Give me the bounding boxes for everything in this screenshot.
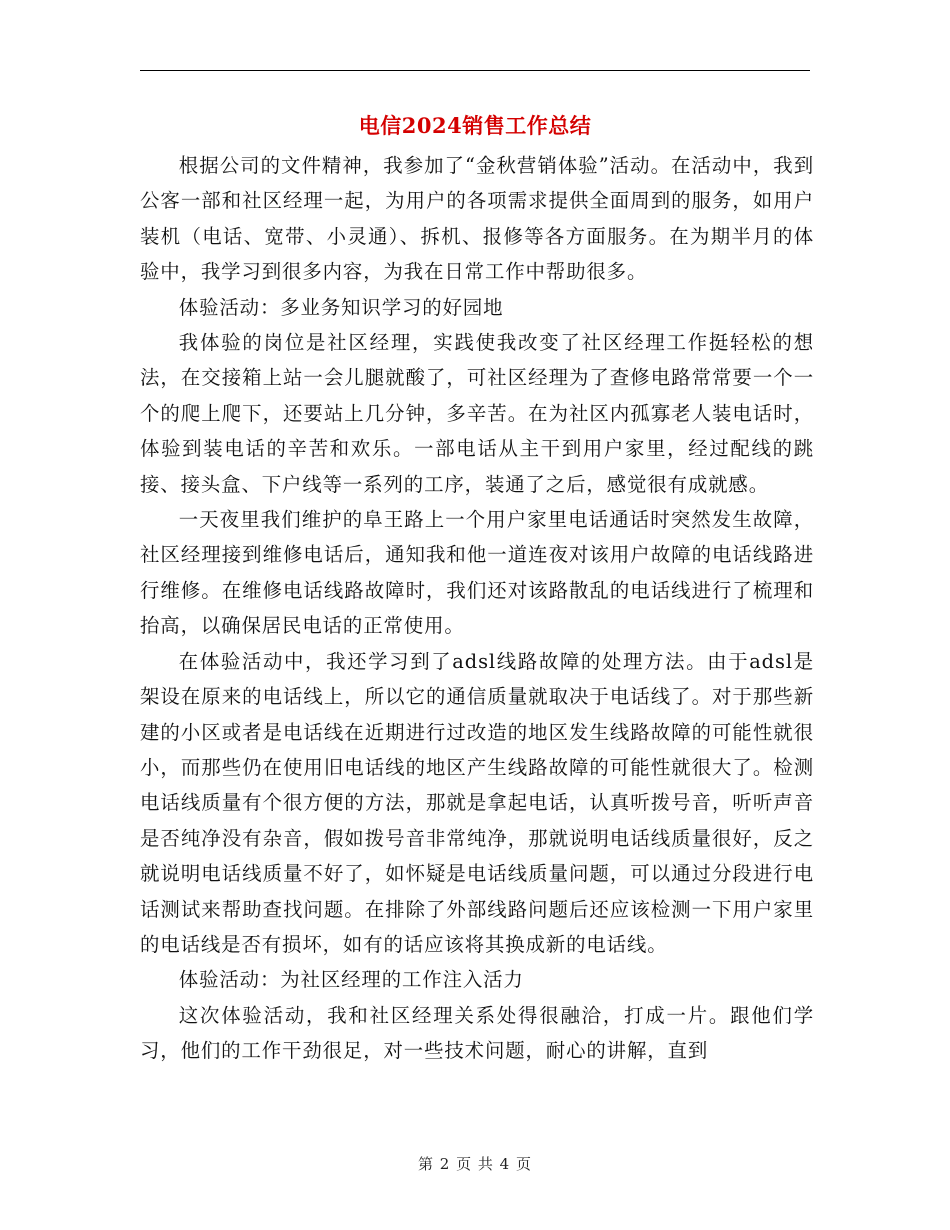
paragraph-night-repair: 一天夜里我们维护的阜王路上一个用户家里电话通话时突然发生故障，社区经理接到维修电话后，通知我和他一道连夜对该用户故障的电话线路进行维修。在维修电话线路故障时，我们还对该路散乱的电话线进行了梳理和抬高，以确保居民电话的正常使用。 [140, 508, 814, 638]
header-rule [140, 70, 810, 71]
paragraph-adsl: 在体验活动中，我还学习到了adsl线路故障的处理方法。由于adsl是架设在原来的电话线上，所以它的通信质量就取决于电话线了。对于那些新建的小区或者是电话线在近期进行过改造的地区发生线路故障的可能性就很小，而那些仍在使用旧电话线的地区产生线路故障的可能性就很大了。检测电话线质量有个很方便的方法，那就是拿起电话，认真听拨号音，听听声音是否纯净没有杂音，假如拨号音非常纯净，那就说明电话线质量很好，反之就说明电话线质量不好了，如怀疑是电话线质量问题，可以通过分段进行电话测试来帮助查找问题。在排除了外部线路问题后还应该检测一下用户家里的电话线是否有损坏，如有的话应该将其换成新的电话线。 [140, 649, 814, 956]
footer-middle: 页 共 [456, 1155, 494, 1173]
paragraph-intro: 根据公司的文件精神，我参加了“金秋营销体验”活动。在活动中，我到公客一部和社区经理一起，为用户的各项需求提供全面周到的服务，如用户装机（电话、宽带、小灵通）、拆机、报修等各方面服务。在为期半月的体验中，我学习到很多内容，为我在日常工作中帮助很多。 [140, 154, 814, 284]
footer-current-page: 2 [439, 1155, 451, 1173]
page-footer [0, 1152, 950, 1176]
paragraph-relationship: 这次体验活动，我和社区经理关系处得很融洽，打成一片。跟他们学习，他们的工作干劲很足，对一些技术问题，耐心的讲解，直到 [140, 1003, 814, 1063]
paragraph-community-manager: 我体验的岗位是社区经理，实践使我改变了社区经理工作挺轻松的想法，在交接箱上站一会儿腿就酸了，可社区经理为了查修电路常常要一个一个的爬上爬下，还要站上几分钟，多辛苦。在为社区内孤寡老人装电话时，体验到装电话的辛苦和欢乐。一部电话从主干到用户家里，经过配线的跳接、接头盒、下户线等一系列的工序，装通了之后，感觉很有成就感。 [140, 331, 814, 496]
document-body [140, 148, 814, 1069]
document-title: 电信2024销售工作总结 [358, 113, 592, 138]
footer-prefix: 第 [417, 1155, 434, 1173]
footer-total-pages: 4 [499, 1155, 511, 1173]
section-heading-1: 体验活动：多业务知识学习的好园地 [178, 295, 504, 319]
footer-suffix: 页 [516, 1155, 533, 1173]
section-heading-2: 体验活动：为社区经理的工作注入活力 [178, 968, 524, 992]
